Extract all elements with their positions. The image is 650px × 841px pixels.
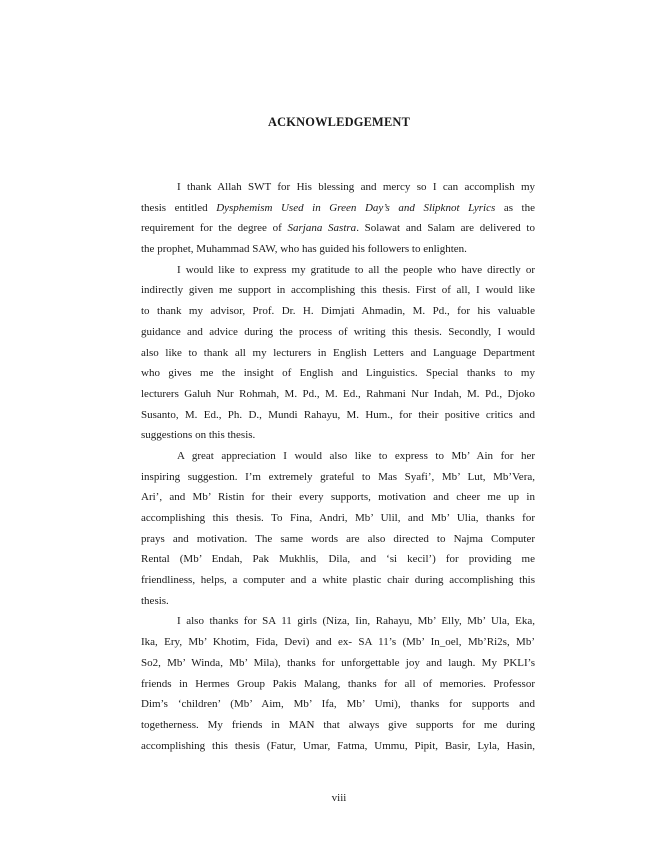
text-line: the prophet, Muhammad SAW, who has guided his followers to enlighten. [141,243,467,256]
text-line: accomplishing this thesis. To Fina, Andri, Mb’ Ulil, and Mb’ Ulia, thanks for [141,512,535,524]
text-line: Dim’s ‘children’ (Mb’ Aim, Mb’ Ifa, Mb’ Umi), thanks for supports and [141,698,535,711]
text-line: who gives me the insight of English and Linguistics. Special thanks to my [141,367,535,380]
text-line: I would like to express my gratitude to all the people who have directly or [177,263,535,276]
text-line [141,198,535,219]
text-line: I also thanks for SA 11 girls (Niza, Iin, Rahayu, Mb’ Elly, Mb’ Ula, Eka, [177,615,535,628]
text-run: requirement for the degree of [141,222,288,235]
italic-title-run: Dysphemism Used in Green Day’s and Slipknot Lyrics [216,201,496,214]
text-line: friends in Hermes Group Pakis Malang, thanks for all of memories. Professor [141,677,535,690]
text-line: thesis. [141,594,169,607]
text-line: prays and motivation. The same words are also directed to Najma Computer [141,532,535,545]
page-number: viii [331,792,347,804]
text-line: inspiring suggestion. I’m extremely grateful to Mas Syafi’, Mb’ Lut, Mb’Vera, [141,470,535,483]
page-title: ACKNOWLEDGEMENT [267,115,411,129]
text-line: So2, Mb’ Winda, Mb’ Mila), thanks for unforgettable joy and laugh. My PKLI’s [141,656,535,669]
text-line: friendliness, helps, a computer and a white plastic chair during accomplishing this [141,574,535,587]
acknowledgement-body [141,177,535,756]
text-line: togetherness. My friends in MAN that always give supports for me during [141,718,535,731]
text-line [141,218,535,239]
text-line: accomplishing this thesis (Fatur, Umar, Fatma, Ummu, Pipit, Basir, Lyla, Hasin, [141,739,535,752]
text-line: also like to thank all my lecturers in English Letters and Language Department [141,346,535,359]
text-line: Rental (Mb’ Endah, Pak Mukhlis, Dila, and ‘si kecil’) for providing me [141,553,535,566]
text-line: to thank my advisor, Prof. Dr. H. Dimjati Ahmadin, M. Pd., for his valuable [141,305,535,318]
text-line: Ari’, and Mb’ Ristin for their every supports, motivation and cheer me up in [141,491,535,504]
text-run: . Solawat and Salam are delivered to [356,222,535,235]
text-line: lecturers Galuh Nur Rohmah, M. Pd., M. Ed., Rahmani Nur Indah, M. Pd., Djoko [141,387,535,400]
text-line: suggestions on this thesis. [141,429,256,442]
text-run: thesis entitled [141,201,217,214]
text-line: Ika, Ery, Mb’ Khotim, Fida, Devi) and ex- SA 11’s (Mb’ In_oel, Mb’Ri2s, Mb’ [141,636,535,649]
text-line: I thank Allah SWT for His blessing and mercy so I can accomplish my [177,181,535,193]
text-line: Susanto, M. Ed., Ph. D., Mundi Rahayu, M. Hum., for their positive critics and [141,408,535,421]
text-line: guidance and advice during the process of writing this thesis. Secondly, I would [141,325,535,338]
italic-title-run: Sarjana Sastra [287,222,357,235]
text-line: indirectly given me support in accomplishing this thesis. First of all, I would like [141,284,535,297]
text-line: A great appreciation I would also like to express to Mb’ Ain for her [177,449,535,462]
text-run: as the [495,201,535,214]
